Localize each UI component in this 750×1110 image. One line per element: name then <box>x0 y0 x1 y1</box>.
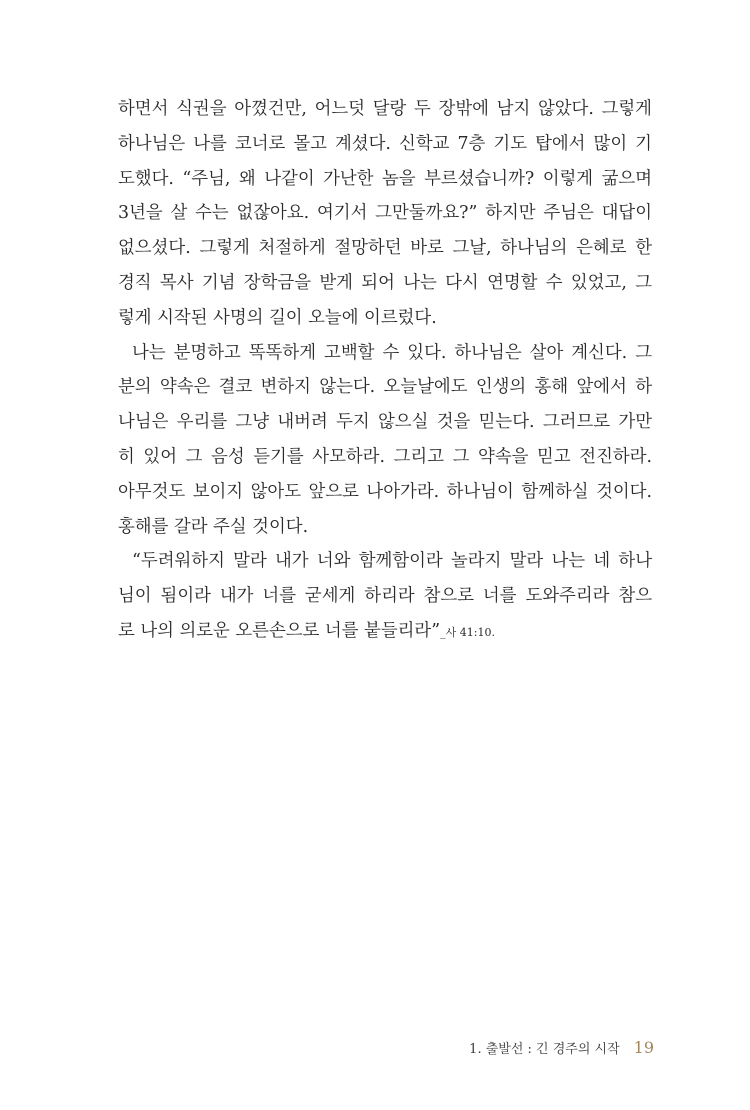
text-line: 분의 약속은 결코 변하지 않는다. 오늘날에도 인생의 홍해 앞에서 하 <box>118 377 652 398</box>
text-line: 하면서 식권을 아꼈건만, 어느덧 달랑 두 장밖에 남지 않았다. 그렇게 <box>118 99 652 119</box>
page-footer <box>469 1036 654 1060</box>
text-line: 님이 됨이라 내가 너를 굳세게 하리라 참으로 너를 도와주리라 참으 <box>118 586 652 607</box>
page-number: 19 <box>633 1038 654 1057</box>
text-line: 나는 분명하고 똑똑하게 고백할 수 있다. 하나님은 살아 계신다. 그 <box>132 342 652 363</box>
paragraph-2 <box>118 336 652 545</box>
text-line: 도했다. “주님, 왜 나같이 가난한 놈을 부르셨습니까? 이렇게 굶으며 <box>118 168 652 189</box>
quote-text: 로 나의 의로운 오른손으로 너를 붙들리라” <box>118 620 441 641</box>
text-line-with-reference <box>118 614 652 649</box>
text-line: 없으셨다. 그렇게 처절하게 절망하던 바로 그날, 하나님의 은혜로 한 <box>118 238 652 259</box>
text-line: 하나님은 나를 코너로 몰고 계셨다. 신학교 7층 기도 탑에서 많이 기 <box>118 133 652 154</box>
paragraph-1 <box>118 92 652 336</box>
scripture-reference: _사 41:10. <box>440 625 495 639</box>
text-line: 아무것도 보이지 않아도 앞으로 나아가라. 하나님이 함께하실 것이다. <box>118 481 652 502</box>
text-line: 렇게 시작된 사명의 길이 오늘에 이르렀다. <box>118 307 437 328</box>
body-text <box>118 92 652 649</box>
chapter-title: 1. 출발선 : 긴 경주의 시작 <box>469 1042 620 1057</box>
text-line: 3년을 살 수는 없잖아요. 여기서 그만둘까요?” 하지만 주님은 대답이 <box>118 203 652 224</box>
text-line: 히 있어 그 음성 듣기를 사모하라. 그리고 그 약속을 믿고 전진하라. <box>118 446 652 467</box>
text-line: 경직 목사 기념 장학금을 받게 되어 나는 다시 연명할 수 있었고, 그 <box>118 272 652 293</box>
paragraph-3-quote <box>118 544 652 648</box>
text-line: 홍해를 갈라 주실 것이다. <box>118 516 309 537</box>
text-line: “두려워하지 말라 내가 너와 함께함이라 놀라지 말라 나는 네 하나 <box>132 551 652 572</box>
text-line: 나님은 우리를 그냥 내버려 두지 않으실 것을 믿는다. 그러므로 가만 <box>118 412 652 433</box>
